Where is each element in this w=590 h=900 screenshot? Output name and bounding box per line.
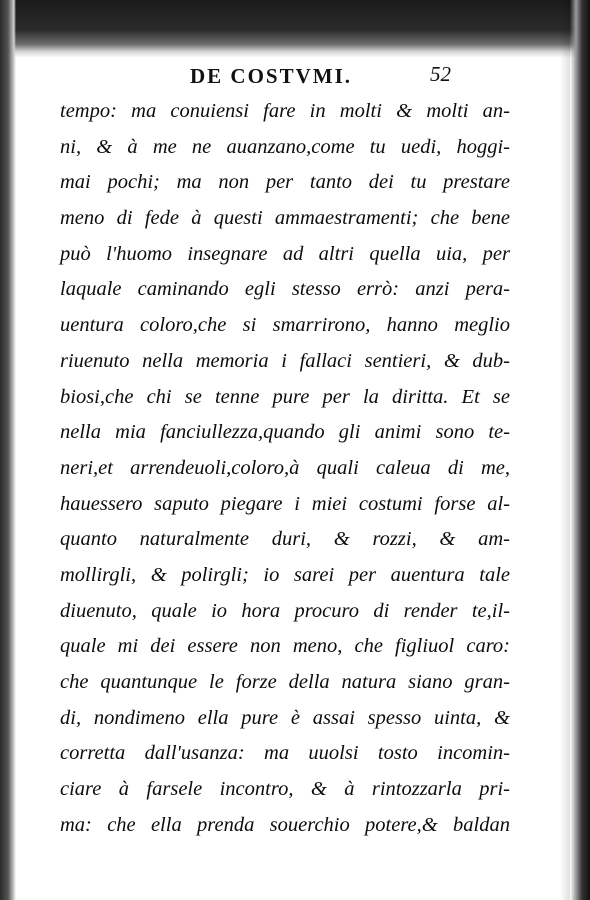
text-line: diuenuto, quale io hora procuro di render te,il- [60,599,510,622]
running-head-title: DE COSTVMI. [190,64,353,88]
text-line: mollirgli, & polirgli; io sarei per auentura tale [60,563,510,586]
text-line: quale mi dei essere non meno, che figliuol caro: [60,635,510,658]
book-page [16,58,570,900]
text-line: biosi,che chi se tenne pure per la diritta. Et se [60,385,510,408]
page-left-edge [0,0,16,900]
text-line: riuenuto nella memoria i fallaci sentieri, & dub- [60,349,510,372]
running-head [16,64,570,92]
text-line: di, nondimeno ella pure è assai spesso uinta, & [60,706,510,729]
text-line: tempo: ma conuiensi fare in molti & molti an- [60,100,510,122]
text-line: ni, & à me ne auanzano,come tu uedi, hoggi- [60,135,510,158]
page-right-edge [570,0,590,900]
text-line: mai pochi; ma non per tanto dei tu prestare [60,171,510,194]
text-line: nella mia fanciullezza,quando gli animi sono te- [60,421,510,444]
text-line: ciare à farsele incontro, & à rintozzarla pri- [60,778,510,801]
body-text [60,94,510,843]
text-line: uentura coloro,che si smarrirono, hanno meglio [60,314,510,337]
text-line: hauessero saputo piegare i miei costumi forse al- [60,492,510,515]
text-line: quanto naturalmente duri, & rozzi, & am- [60,528,510,551]
page-top-shadow [0,0,590,58]
text-line: corretta dall'usanza: ma uuolsi tosto incomin- [60,742,510,765]
text-line: può l'huomo insegnare ad altri quella uia, per [60,242,510,265]
text-line: laquale caminando egli stesso errò: anzi pera- [60,278,510,301]
text-line: ma: che ella prenda souerchio potere,& baldan [60,813,510,836]
text-line: neri,et arrendeuoli,coloro,à quali caleua di me, [60,456,510,479]
text-line: che quantunque le forze della natura siano gran- [60,671,510,693]
page-number: 52 [430,62,451,86]
text-line: meno di fede à questi ammaestramenti; che bene [60,207,510,230]
